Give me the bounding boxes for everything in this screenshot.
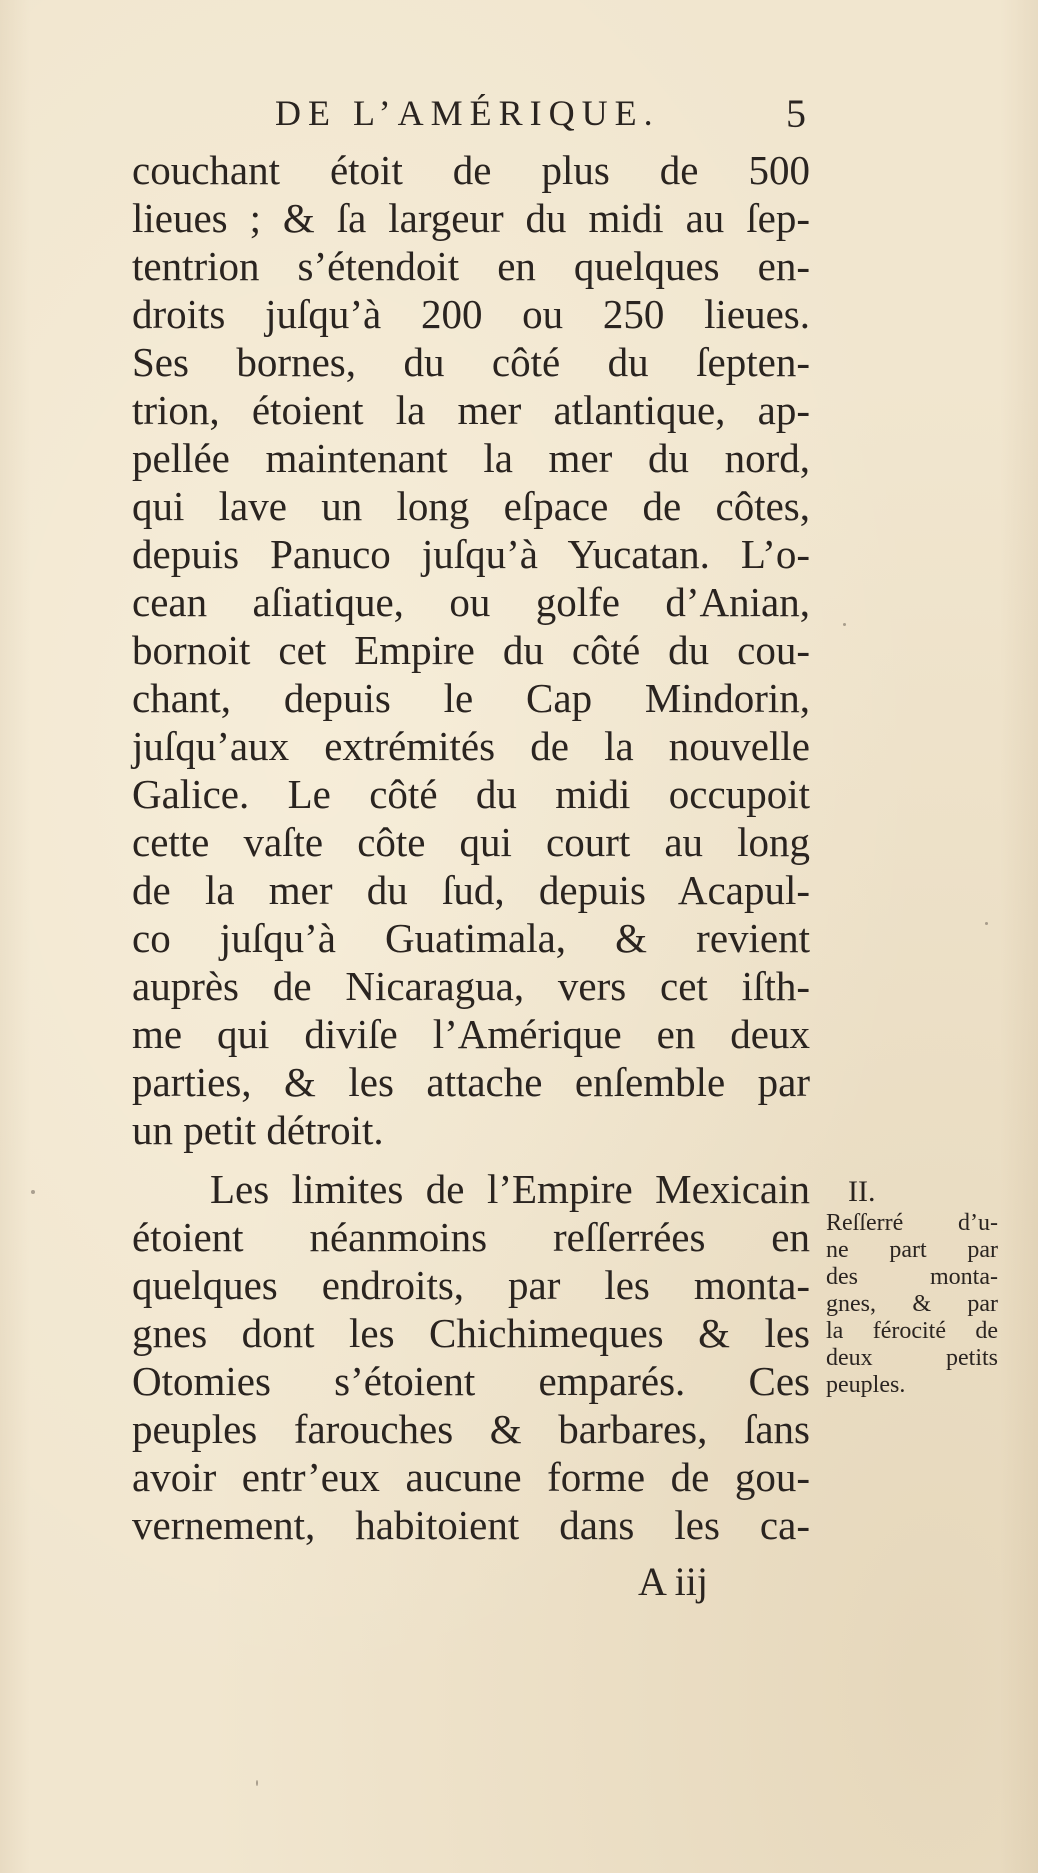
paper-speck <box>31 1190 35 1194</box>
signature-mark: A iij <box>638 1559 709 1604</box>
margin-note-line: deux petits <box>826 1345 998 1371</box>
text-line: Ses bornes, du côté du ſepten- <box>132 339 810 385</box>
margin-note-line: ne part par <box>826 1237 998 1263</box>
margin-note-line: Reſſerré d’u- <box>826 1210 998 1236</box>
text-line: pellée maintenant la mer du nord, <box>132 435 810 481</box>
margin-note-line: gnes, & par <box>826 1291 998 1317</box>
text-line: cean aſiatique, ou golfe d’Anian, <box>132 579 810 625</box>
text-line: lieues ; & ſa largeur du midi au ſep- <box>132 195 810 241</box>
text-line: vernement, habitoient dans les ca- <box>132 1502 810 1548</box>
text-line: avoir entr’eux aucune forme de gou- <box>132 1454 810 1500</box>
text-line: Galice. Le côté du midi occupoit <box>132 771 810 817</box>
text-line: peuples farouches & barbares, ſans <box>132 1406 810 1452</box>
text-line: tentrion s’étendoit en quelques en- <box>132 243 810 289</box>
text-line: quelques endroits, par les monta- <box>132 1262 810 1308</box>
text-line: Les limites de l’Empire Mexicain <box>210 1166 810 1212</box>
text-line: auprès de Nicaragua, vers cet iſth- <box>132 963 810 1009</box>
text-line: de la mer du ſud, depuis Acapul- <box>132 867 810 913</box>
text-line: depuis Panuco juſqu’à Yucatan. L’o- <box>132 531 810 577</box>
paper-speck <box>843 623 846 626</box>
text-line: un petit détroit. <box>132 1107 384 1153</box>
paper-speck <box>256 1780 258 1786</box>
text-line: bornoit cet Empire du côté du cou- <box>132 627 810 673</box>
text-line: chant, depuis le Cap Mindorin, <box>132 675 810 721</box>
margin-note-line: peuples. <box>826 1372 906 1398</box>
text-line: droits juſqu’à 200 ou 250 lieues. <box>132 291 810 337</box>
text-line: étoient néanmoins reſſerrées en <box>132 1214 810 1260</box>
text-line: Otomies s’étoient emparés. Ces <box>132 1358 810 1404</box>
running-title: DE L’AMÉRIQUE. <box>275 93 660 133</box>
paper-speck <box>985 922 988 925</box>
text-line: parties, & les attache enſemble par <box>132 1059 810 1105</box>
text-line: cette vaſte côte qui court au long <box>132 819 810 865</box>
text-line: qui lave un long eſpace de côtes, <box>132 483 810 529</box>
text-line: trion, étoient la mer atlantique, ap- <box>132 387 810 433</box>
margin-note-line: la férocité de <box>826 1318 998 1344</box>
text-line: juſqu’aux extrémités de la nouvelle <box>132 723 810 769</box>
text-line: me qui diviſe l’Amérique en deux <box>132 1011 810 1057</box>
page-number: 5 <box>786 91 806 136</box>
margin-note-line: des monta- <box>826 1264 998 1290</box>
text-line: gnes dont les Chichimeques & les <box>132 1310 810 1356</box>
text-line: co juſqu’à Guatimala, & revient <box>132 915 810 961</box>
text-line: couchant étoit de plus de 500 <box>132 147 810 193</box>
margin-note-number: II. <box>848 1175 876 1208</box>
